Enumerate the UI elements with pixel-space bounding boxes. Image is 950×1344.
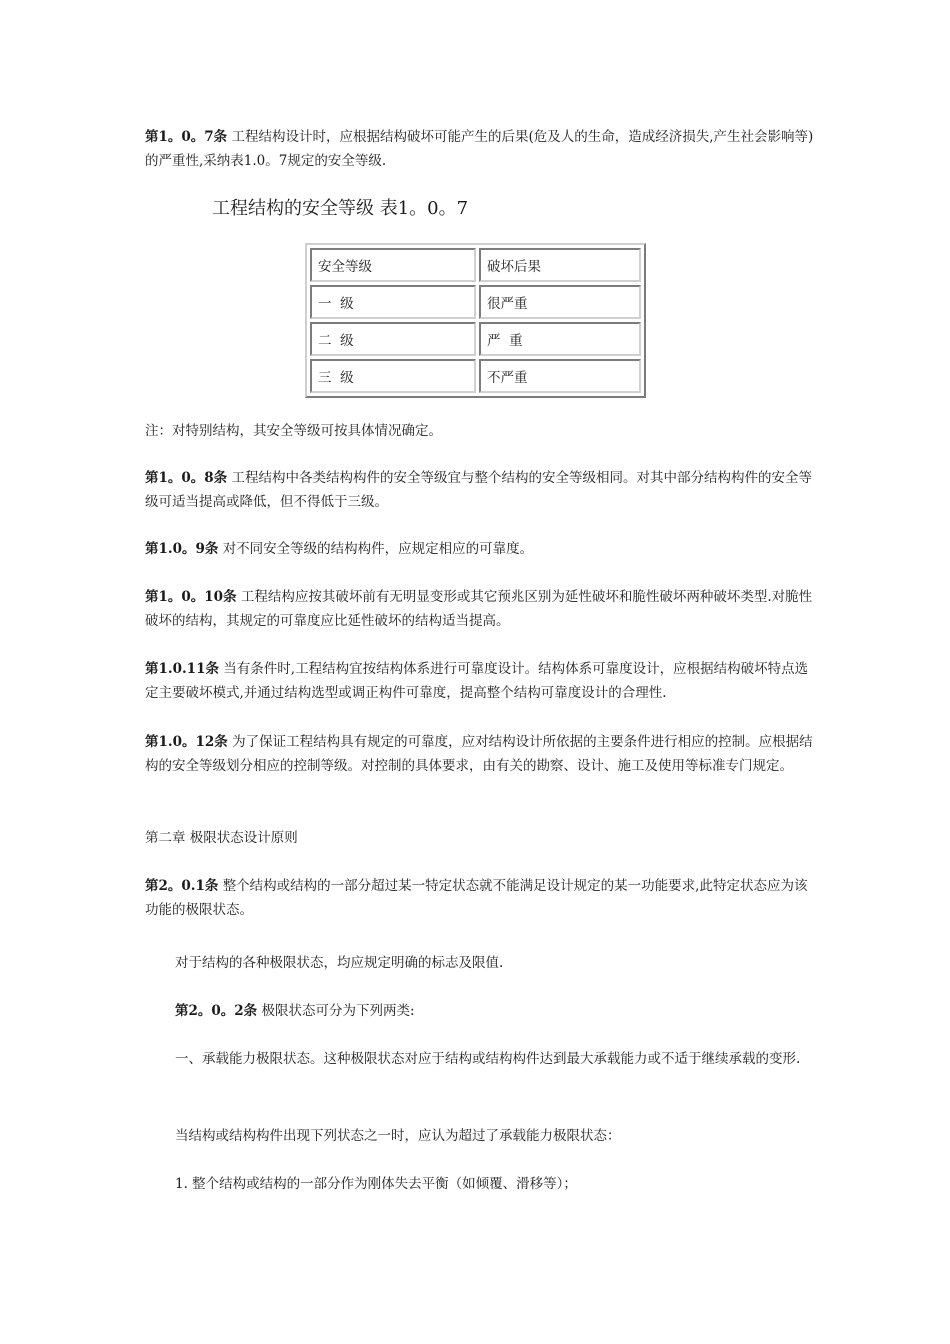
table-cell: 严 重	[479, 322, 641, 356]
clause-2-0-2	[175, 999, 815, 1023]
clause-text: 整个结构或结构的一部分超过某一特定状态就不能满足设计规定的某一功能要求,此特定状态应为该功能的极限状态。	[145, 878, 808, 918]
table-cell: 不严重	[479, 359, 641, 393]
safety-grade-table	[305, 243, 646, 398]
table-cell: 三 级	[310, 359, 476, 393]
clause-1-0-9	[145, 537, 815, 561]
table-cell: 一 级	[310, 285, 476, 319]
limit-state-type-1: 一、承载能力极限状态。这种极限状态对应于结构或结构构件达到最大承载能力或不适于继续承载的变形.	[175, 1051, 801, 1067]
table-header-cell: 安全等级	[310, 248, 476, 282]
clause-label: 第1。0。10条	[145, 589, 237, 605]
exceed-condition-text: 当结构或结构构件出现下列状态之一时，应认为超过了承载能力极限状态：	[175, 1128, 621, 1144]
clause-label: 第1.0。12条	[145, 734, 228, 750]
table-title: 工程结构的安全等级 表1。0。7	[212, 198, 469, 219]
clause-label: 第1.0。9条	[145, 541, 219, 557]
clause-label: 第1.0.11条	[145, 661, 219, 677]
table-note: 注：对特别结构，其安全等级可按具体情况确定。	[145, 423, 442, 439]
clause-2-0-1	[145, 874, 815, 922]
table-row	[310, 359, 641, 393]
table-header-cell: 破坏后果	[479, 248, 641, 282]
table-header-row	[310, 248, 641, 282]
clause-label: 第2。0.1条	[145, 878, 219, 894]
clause-text: 当有条件时,工程结构宜按结构体系进行可靠度设计。结构体系可靠度设计，应根据结构破坏特点选定主要破坏模式,并通过结构选型或调正构件可靠度，提高整个结构可靠度设计的合理性.	[145, 661, 809, 701]
clause-1-0-12	[145, 730, 815, 778]
limit-note: 对于结构的各种极限状态，均应规定明确的标志及限值.	[175, 955, 504, 971]
clause-1-0-7	[145, 125, 815, 173]
clause-label: 第1。0。8条	[145, 470, 228, 486]
clause-1-0-10	[145, 585, 815, 633]
clause-text: 为了保证工程结构具有规定的可靠度，应对结构设计所依据的主要条件进行相应的控制。应根据结构的安全等级划分相应的控制等级。对控制的具体要求，由有关的勘察、设计、施工及使用等标准专门规定。	[145, 734, 813, 774]
clause-text: 工程结构应按其破坏前有无明显变形或其它预兆区别为延性破坏和脆性破坏两种破坏类型.对脆性破坏的结构，其规定的可靠度应比延性破坏的结构适当提高。	[145, 589, 813, 629]
clause-label: 第2。0。2条	[175, 1003, 258, 1019]
list-item-1: 1. 整个结构或结构的一部分作为刚体失去平衡（如倾覆、滑移等）；	[175, 1176, 577, 1192]
clause-label: 第1。0。7条	[145, 129, 228, 145]
table-row	[310, 322, 641, 356]
clause-text: 工程结构设计时，应根据结构破坏可能产生的后果(危及人的生命，造成经济损失,产生社会影响等)的严重性,采纳表1.0。7规定的安全等级.	[145, 129, 814, 169]
clause-text: 对不同安全等级的结构构件，应规定相应的可靠度。	[222, 541, 534, 557]
clause-1-0-11	[145, 657, 815, 705]
clause-1-0-8	[145, 466, 815, 514]
table-cell: 二 级	[310, 322, 476, 356]
table-row	[310, 285, 641, 319]
table-cell: 很严重	[479, 285, 641, 319]
clause-text: 极限状态可分为下列两类:	[261, 1003, 415, 1019]
chapter-2-heading: 第二章 极限状态设计原则	[145, 830, 298, 846]
clause-text: 工程结构中各类结构构件的安全等级宜与整个结构的安全等级相同。对其中部分结构构件的安全等级可适当提高或降低，但不得低于三级。	[145, 470, 812, 510]
